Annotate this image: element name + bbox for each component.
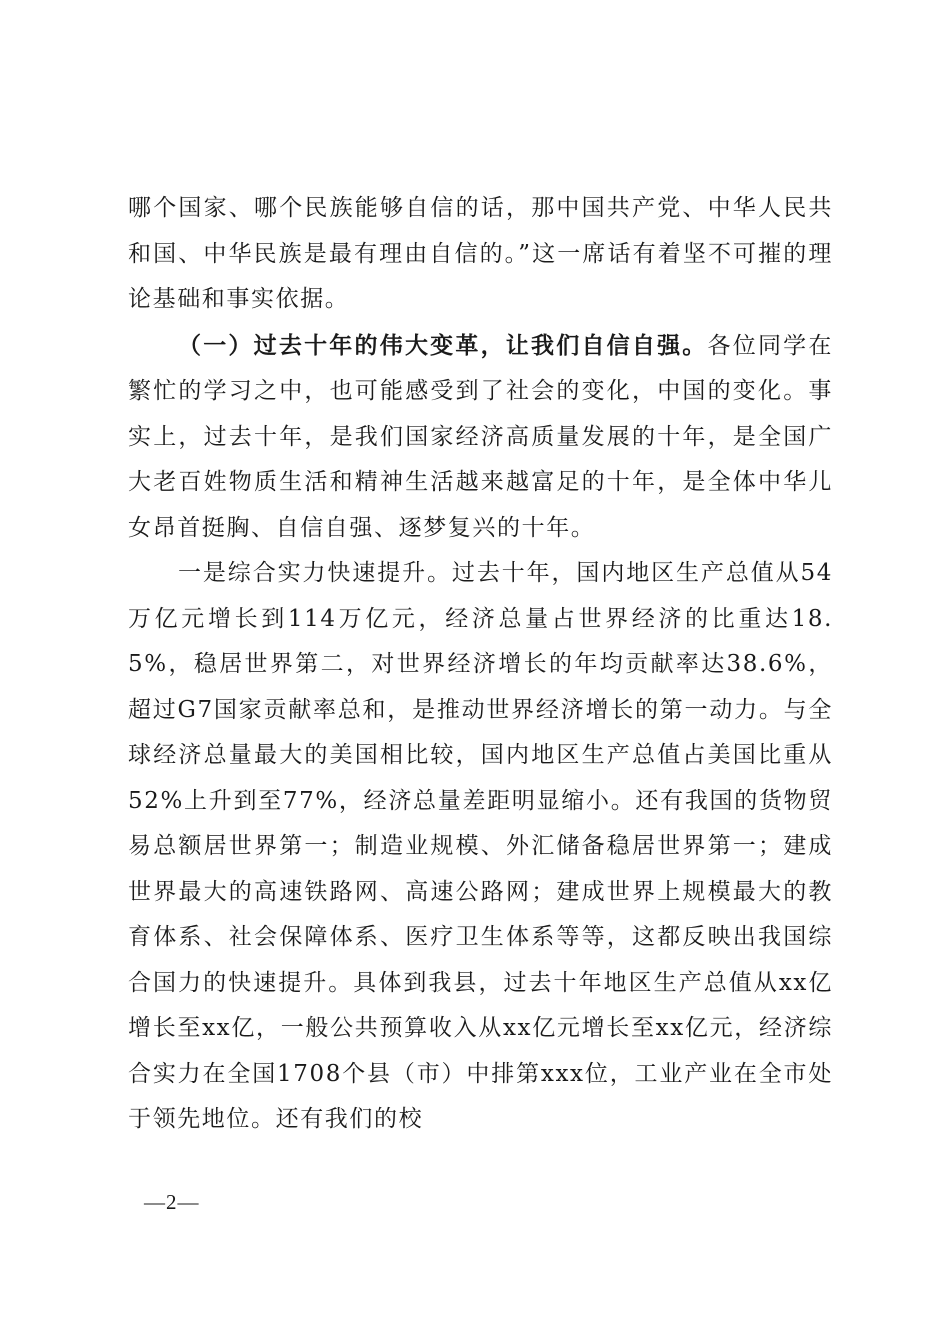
section-heading: （一）过去十年的伟大变革，让我们自信自强。 <box>178 331 708 359</box>
page-number: —2— <box>144 1190 200 1214</box>
paragraph-text: 一是综合实力快速提升。过去十年，国内地区生产总值从54万亿元增长到114万亿元，经济总量占世界经济的比重达18.5%，稳居世界第二，对世界经济增长的年均贡献率达38.6%，超过G7国家贡献率总和，是推动世界经济增长的第一动力。与全球经济总量最大的美国相比较，国内地区生产总值占美国比重从52%上升到至77%，经济总量差距明显缩小。还有我国的货物贸易总额居世界第一；制造业规模、外汇储备稳居世界第一；建成世界最大的高速铁路网、高速公路网；建成世界上规模最大的教育体系、社会保障体系、医疗卫生体系等等，这都反映出我国综合国力的快速提升。具体到我县，过去十年地区生产总值从xx亿增长至xx亿，一般公共预算收入从xx亿元增长至xx亿元，经济综合实力在全国1708个县（市）中排第xxx位，工业产业在全市处于领先地位。还有我们的校 <box>128 560 833 1132</box>
paragraph-text: 各位同学在繁忙的学习之中，也可能感受到了社会的变化，中国的变化。事实上，过去十年，是我们国家经济高质量发展的十年，是全国广大老百姓物质生活和精神生活越来越富足的十年，是全体中华儿女昂首挺胸、自信自强、逐梦复兴的十年。 <box>128 332 833 541</box>
paragraph-continuation <box>128 186 833 323</box>
paragraph-text: 哪个国家、哪个民族能够自信的话，那中国共产党、中华人民共和国、中华民族是最有理由自信的。”这一席话有着坚不可摧的理论基础和事实依据。 <box>128 195 833 312</box>
paragraph-section-one <box>128 323 833 552</box>
paragraph-economic-strength <box>128 551 833 1143</box>
document-body <box>128 186 833 1143</box>
